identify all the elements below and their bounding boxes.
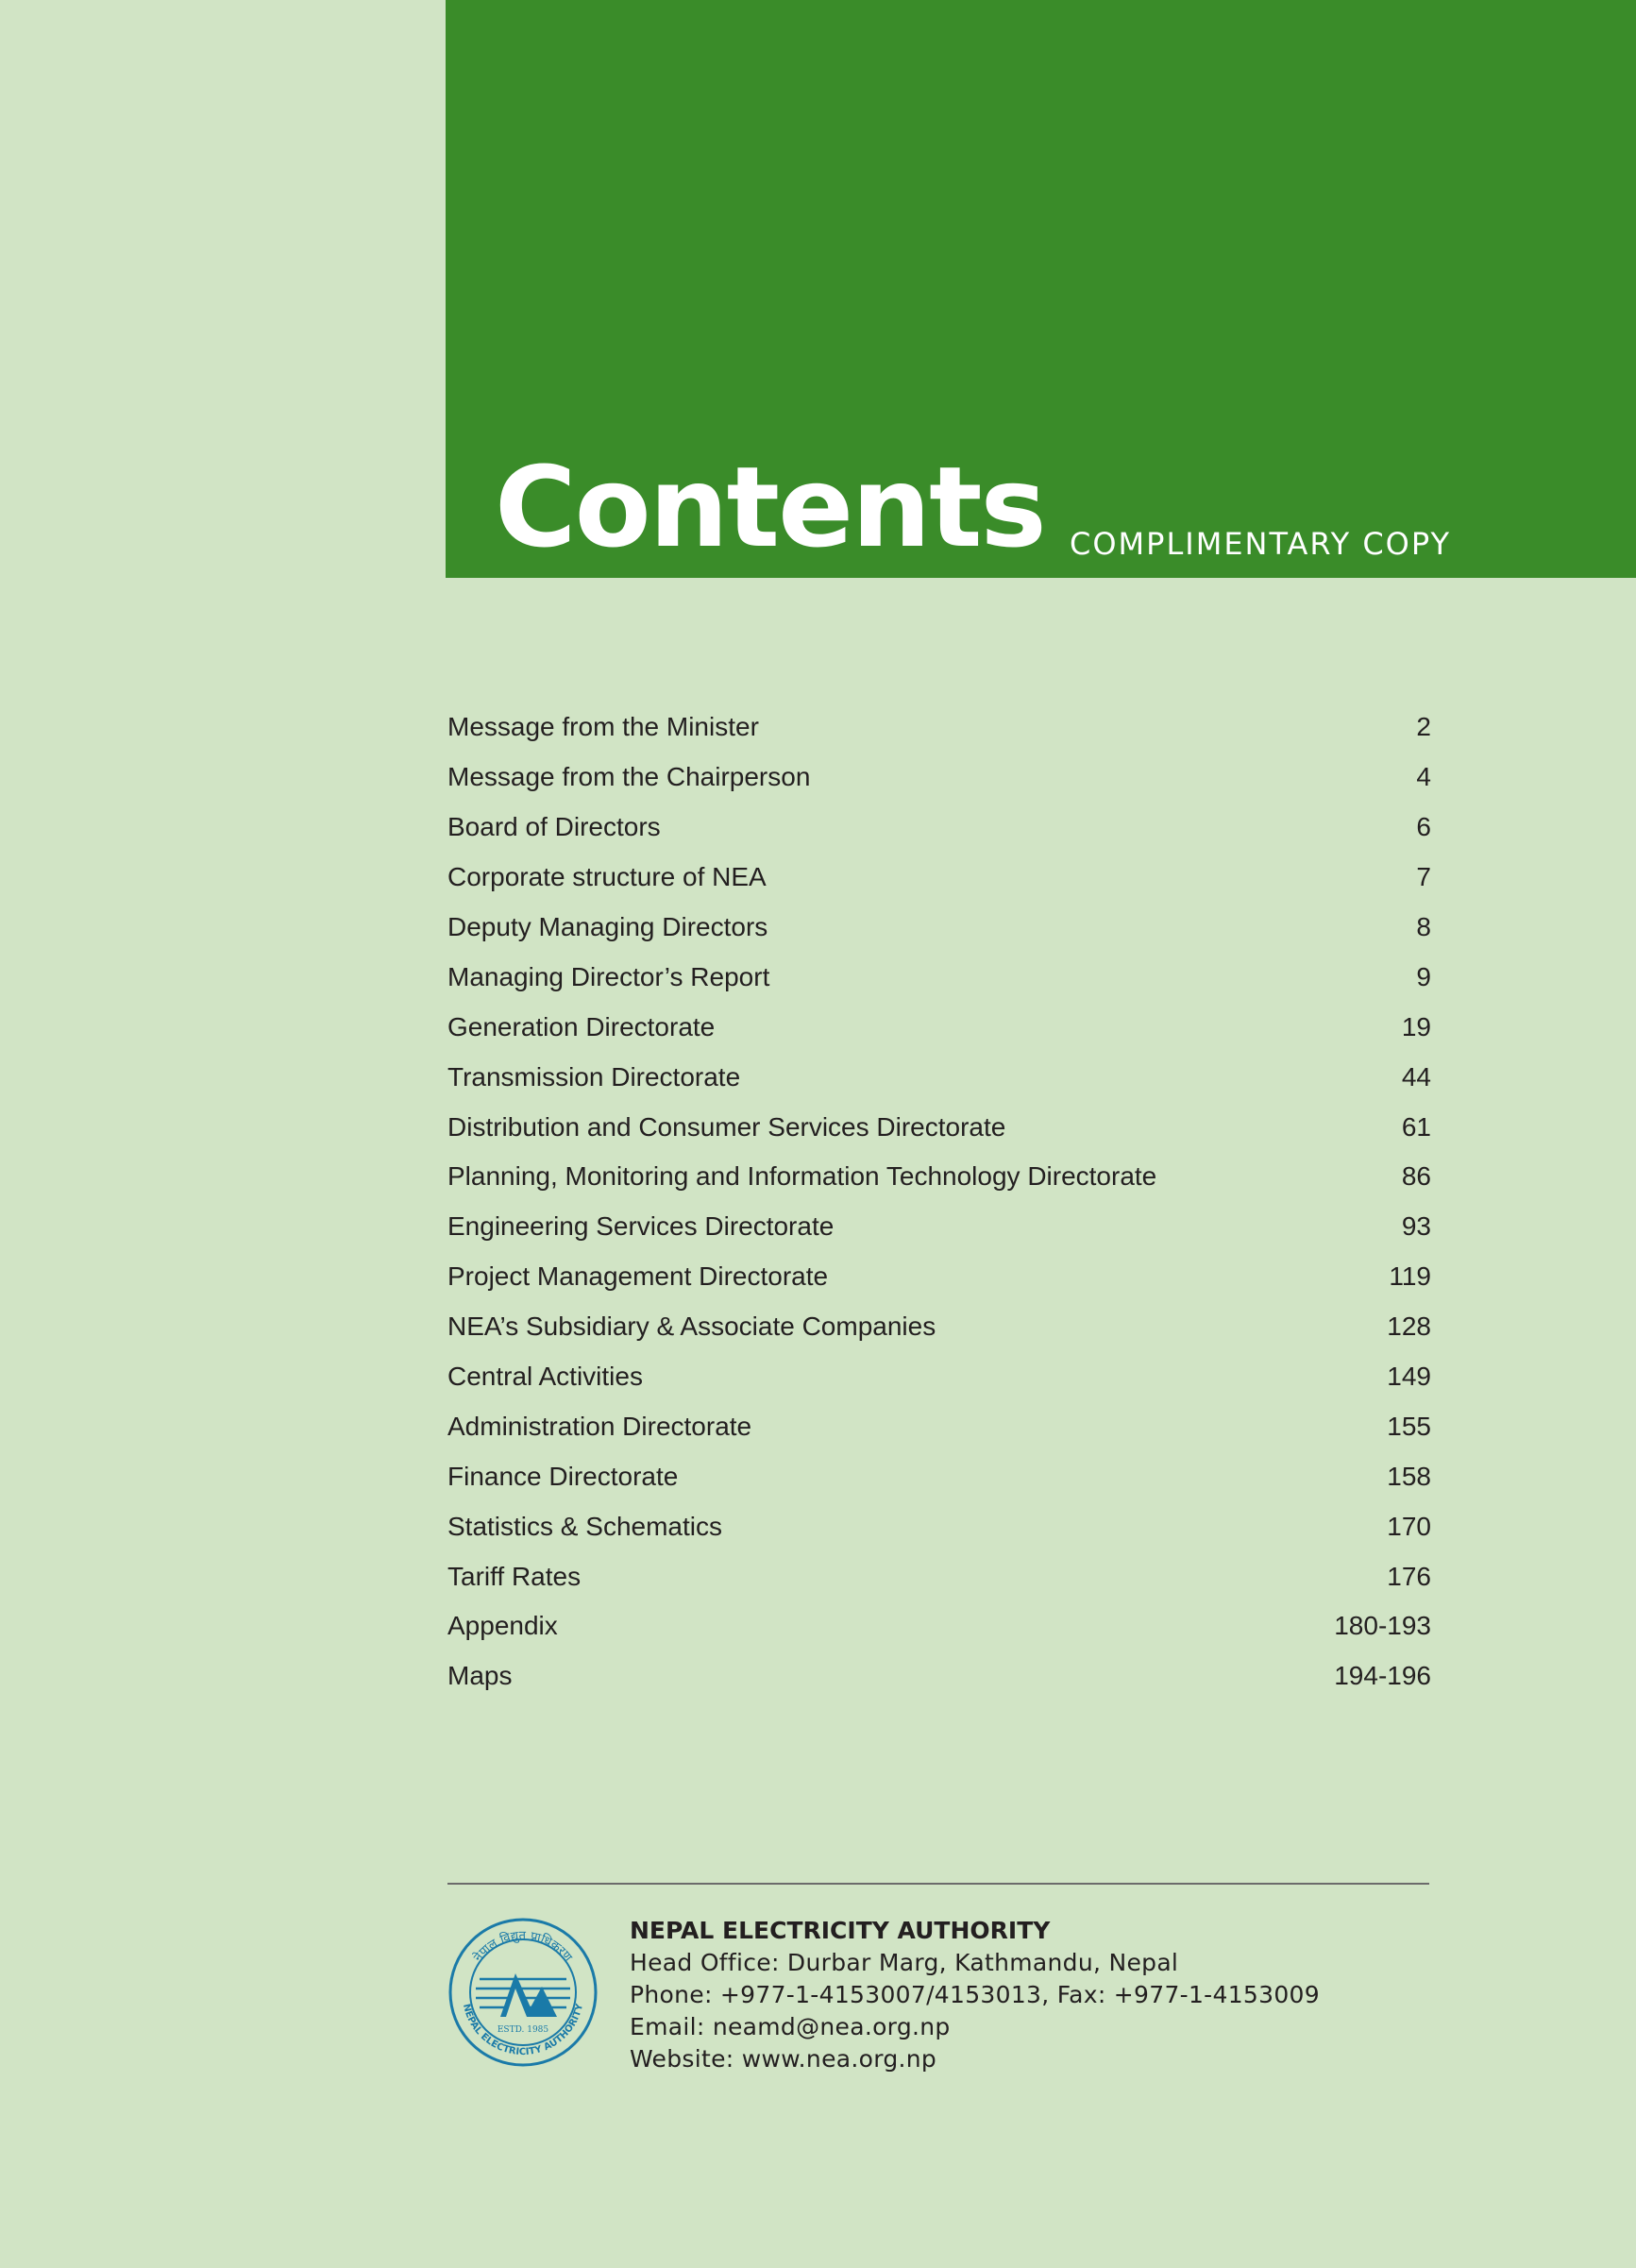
toc-entry-page: 170 [1387, 1511, 1431, 1541]
toc-entry-title: Engineering Services Directorate [447, 1211, 835, 1242]
complimentary-copy-note: COMPLIMENTARY COPY [1070, 526, 1451, 562]
toc-entry-title: Finance Directorate [447, 1461, 679, 1491]
toc-entry-title: Central Activities [447, 1362, 643, 1392]
toc-entry-page: 6 [1416, 812, 1431, 842]
toc-entry-title: Maps [447, 1661, 513, 1691]
seal-top-text: नेपाल विद्युत प्राधिकरण [471, 1928, 575, 1965]
toc-entry-page: 19 [1401, 1011, 1431, 1041]
toc-entry[interactable] [447, 1152, 1431, 1202]
toc-entry-page: 158 [1387, 1461, 1431, 1491]
toc-entry[interactable] [447, 903, 1431, 953]
toc-entry-page: 93 [1401, 1211, 1431, 1242]
toc-entry-title: NEA’s Subsidiary & Associate Companies [447, 1312, 936, 1342]
toc-entry-page: 9 [1416, 961, 1431, 991]
toc-entry[interactable] [447, 952, 1431, 1002]
toc-entry-page: 44 [1401, 1061, 1431, 1092]
toc-entry-page: 194-196 [1334, 1661, 1431, 1691]
toc-entry-page: 128 [1387, 1312, 1431, 1342]
toc-entry-title: Appendix [447, 1611, 558, 1641]
toc-entry[interactable] [447, 1302, 1431, 1352]
toc-entry[interactable] [447, 753, 1431, 803]
toc-entry[interactable] [447, 1002, 1431, 1052]
phone-fax: Phone: +977-1-4153007/4153013, Fax: +977-1-4153009 [630, 1981, 1320, 2008]
toc-entry-title: Transmission Directorate [447, 1061, 741, 1092]
toc-entry-page: 4 [1416, 762, 1431, 792]
toc-entry-title: Message from the Minister [447, 712, 759, 742]
toc-entry[interactable] [447, 702, 1431, 753]
page-title: Contents [495, 442, 1045, 572]
toc-entry[interactable] [447, 1501, 1431, 1551]
table-of-contents [447, 702, 1431, 1701]
seal-estd-text: ESTD. 1985 [497, 2025, 549, 2035]
toc-entry[interactable] [447, 1102, 1431, 1152]
toc-entry[interactable] [447, 1551, 1431, 1601]
toc-entry[interactable] [447, 1252, 1431, 1302]
toc-entry-page: 149 [1387, 1362, 1431, 1392]
nea-seal-icon [447, 1917, 599, 2068]
toc-entry[interactable] [447, 1651, 1431, 1701]
toc-entry[interactable] [447, 1451, 1431, 1501]
toc-entry-title: Planning, Monitoring and Information Technology Directorate [447, 1161, 1157, 1192]
seal-bottom-text: NEPAL ELECTRICITY AUTHORITY [460, 2003, 586, 2058]
toc-entry-page: 180-193 [1334, 1611, 1431, 1641]
toc-entry-page: 176 [1387, 1561, 1431, 1591]
organization-contact [630, 1915, 1320, 2075]
toc-entry-page: 8 [1416, 912, 1431, 941]
toc-entry-title: Managing Director’s Report [447, 961, 770, 991]
toc-entry-title: Distribution and Consumer Services Directorate [447, 1111, 1006, 1142]
website-address[interactable]: Website: www.nea.org.np [630, 2045, 937, 2073]
toc-entry-title: Tariff Rates [447, 1561, 582, 1591]
toc-entry-title: Statistics & Schematics [447, 1511, 722, 1541]
toc-entry[interactable] [447, 1352, 1431, 1402]
toc-entry-title: Project Management Directorate [447, 1261, 829, 1292]
toc-entry-page: 86 [1401, 1161, 1431, 1192]
email-address[interactable]: Email: neamd@nea.org.np [630, 2013, 951, 2040]
head-office-address: Head Office: Durbar Marg, Kathmandu, Nepal [630, 1949, 1179, 1976]
organization-name: NEPAL ELECTRICITY AUTHORITY [630, 1917, 1051, 1944]
toc-entry-title: Corporate structure of NEA [447, 862, 767, 892]
toc-entry-title: Deputy Managing Directors [447, 912, 768, 941]
toc-entry-title: Administration Directorate [447, 1411, 752, 1441]
toc-entry[interactable] [447, 1601, 1431, 1651]
toc-entry[interactable] [447, 803, 1431, 853]
toc-entry-title: Generation Directorate [447, 1011, 716, 1041]
toc-entry-page: 61 [1401, 1111, 1431, 1142]
toc-entry-page: 119 [1389, 1261, 1431, 1292]
toc-entry-page: 155 [1387, 1411, 1431, 1441]
toc-entry-page: 2 [1416, 712, 1431, 742]
footer-divider [447, 1883, 1429, 1885]
toc-entry-title: Board of Directors [447, 812, 661, 842]
header-band [446, 0, 1636, 578]
toc-entry[interactable] [447, 1401, 1431, 1451]
toc-entry[interactable] [447, 1202, 1431, 1252]
toc-entry-page: 7 [1416, 862, 1431, 892]
toc-entry[interactable] [447, 853, 1431, 903]
toc-entry-title: Message from the Chairperson [447, 762, 811, 792]
toc-entry[interactable] [447, 1052, 1431, 1102]
